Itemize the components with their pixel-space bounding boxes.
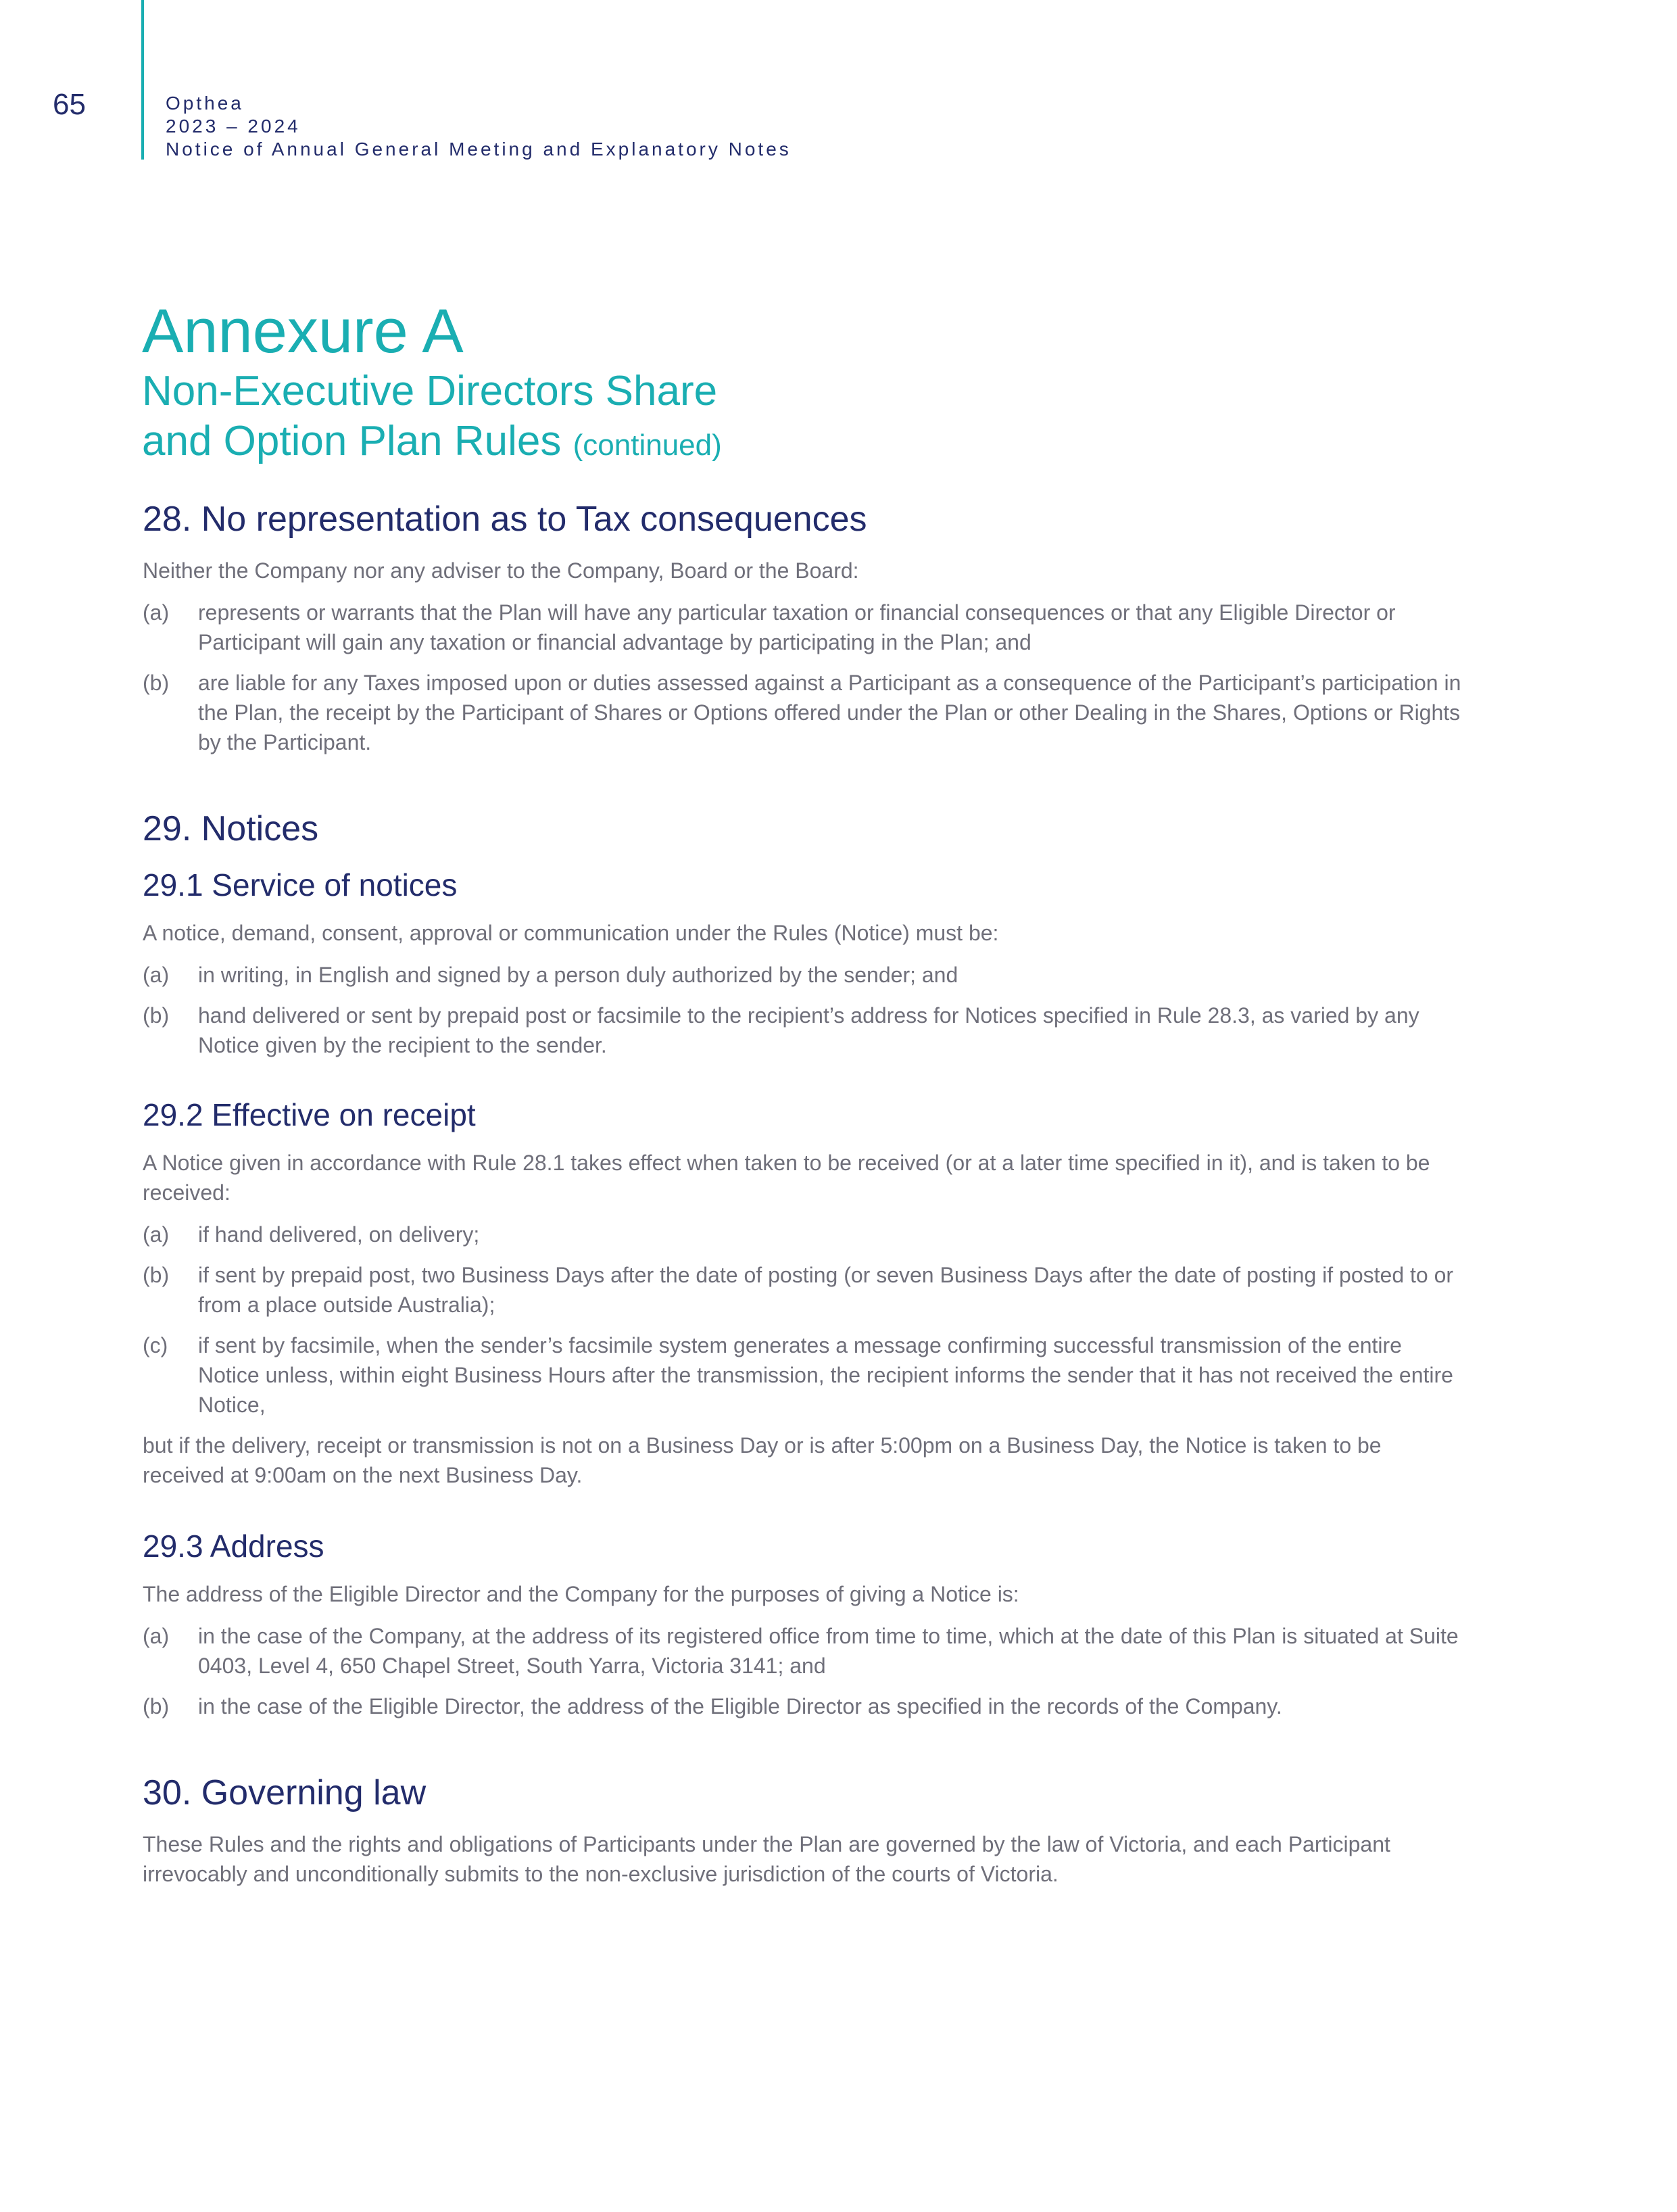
section-heading: 30. Governing law [143,1773,427,1812]
page-number: 65 [53,88,86,121]
section-heading: 29. Notices [143,809,319,848]
page-subtitle-line1: Non-Executive Directors Share [142,368,718,414]
item-text: if sent by facsimile, when the sender’s facsimile system generates a message confirming successful transmission of the entire Notice unless, within eight Business Hours after the transmission, the recipient informs the sender that it has not received the entire Notice, [198,1333,1453,1417]
list-item [143,1260,1467,1320]
paragraph: but if the delivery, receipt or transmission is not on a Business Day or is after 5:00pm on a Business Day, the Notice is taken to be received at 9:00am on the next Business Day. [143,1433,1382,1487]
list-item [143,1001,1467,1060]
paragraph: A notice, demand, consent, approval or communication under the Rules (Notice) must be: [143,921,999,945]
section-heading: 28. No representation as to Tax consequences [143,500,867,539]
subtitle-text: and Option Plan Rules [142,418,562,464]
item-text: in writing, in English and signed by a person duly authorized by the sender; and [198,963,958,987]
continued-note: (continued) [573,429,722,462]
header-company: Opthea [166,93,244,114]
list-item [143,598,1467,657]
paragraph: These Rules and the rights and obligations of Participants under the Plan are governed by the law of Victoria, and each Participant irrevocably and unconditionally submits to the non-exclusive jurisdiction of the courts of Victoria. [143,1832,1390,1886]
item-text: if hand delivered, on delivery; [198,1222,480,1247]
item-label: (a) [143,600,170,625]
list-item [143,1691,1467,1721]
list-item [143,1220,1467,1249]
paragraph: The address of the Eligible Director and the Company for the purposes of giving a Notice is: [143,1582,1019,1606]
subsection-heading: 29.1 Service of notices [143,867,458,903]
item-text: in the case of the Company, at the address of its registered office from time to time, which at the date of this Plan is situated at Suite 0403, Level 4, 650 Chapel Street, South Yarra, Victoria 3141; and [198,1624,1459,1678]
item-label: (b) [143,1003,170,1028]
item-label: (a) [143,1222,170,1247]
item-text: are liable for any Taxes imposed upon or duties assessed against a Participant as a consequence of the Participant’s participation in the Plan, the receipt by the Participant of Shares or Options offered under the Plan or other Dealing in the Shares, Options or Rights by the Participant. [198,671,1461,754]
item-label: (c) [143,1333,168,1357]
item-label: (b) [143,671,170,695]
section-28 [143,498,1467,757]
subsection-heading: 29.2 Effective on receipt [143,1097,476,1132]
item-label: (b) [143,1263,170,1287]
item-label: (b) [143,1694,170,1718]
item-text: if sent by prepaid post, two Business Days after the date of posting (or seven Business Days after the date of posting if posted to or from a place outside Australia); [198,1263,1454,1317]
list-item [143,1621,1467,1681]
section-30 [143,1771,1467,1889]
page-title-block [142,296,1561,471]
list-item [143,960,1467,990]
section-29 [143,807,1467,1721]
list-item [143,1330,1467,1420]
document-body [143,498,1467,1901]
item-text: in the case of the Eligible Director, the address of the Eligible Director as specified in the records of the Company. [198,1694,1282,1718]
list-item [143,668,1467,757]
item-label: (a) [143,1624,170,1648]
paragraph: A Notice given in accordance with Rule 28.1 takes effect when taken to be received (or at a later time specified in it), and is taken to be received: [143,1151,1430,1205]
running-header [166,92,792,161]
item-label: (a) [143,963,170,987]
page-title: Annexure A [142,297,464,366]
header-divider-line [141,0,144,160]
header-year: 2023 – 2024 [166,116,301,137]
item-text: hand delivered or sent by prepaid post or facsimile to the recipient’s address for Notices specified in Rule 28.3, as varied by any Notice given by the recipient to the sender. [198,1003,1419,1057]
page-subtitle-line2 [142,416,1561,471]
item-text: represents or warrants that the Plan will have any particular taxation or financial consequences or that any Eligible Director or Participant will gain any taxation or financial advantage by participating in the Plan; and [198,600,1396,654]
subsection-heading: 29.3 Address [143,1529,324,1564]
header-document-title: Notice of Annual General Meeting and Explanatory Notes [166,139,792,160]
paragraph: Neither the Company nor any adviser to the Company, Board or the Board: [143,558,859,583]
